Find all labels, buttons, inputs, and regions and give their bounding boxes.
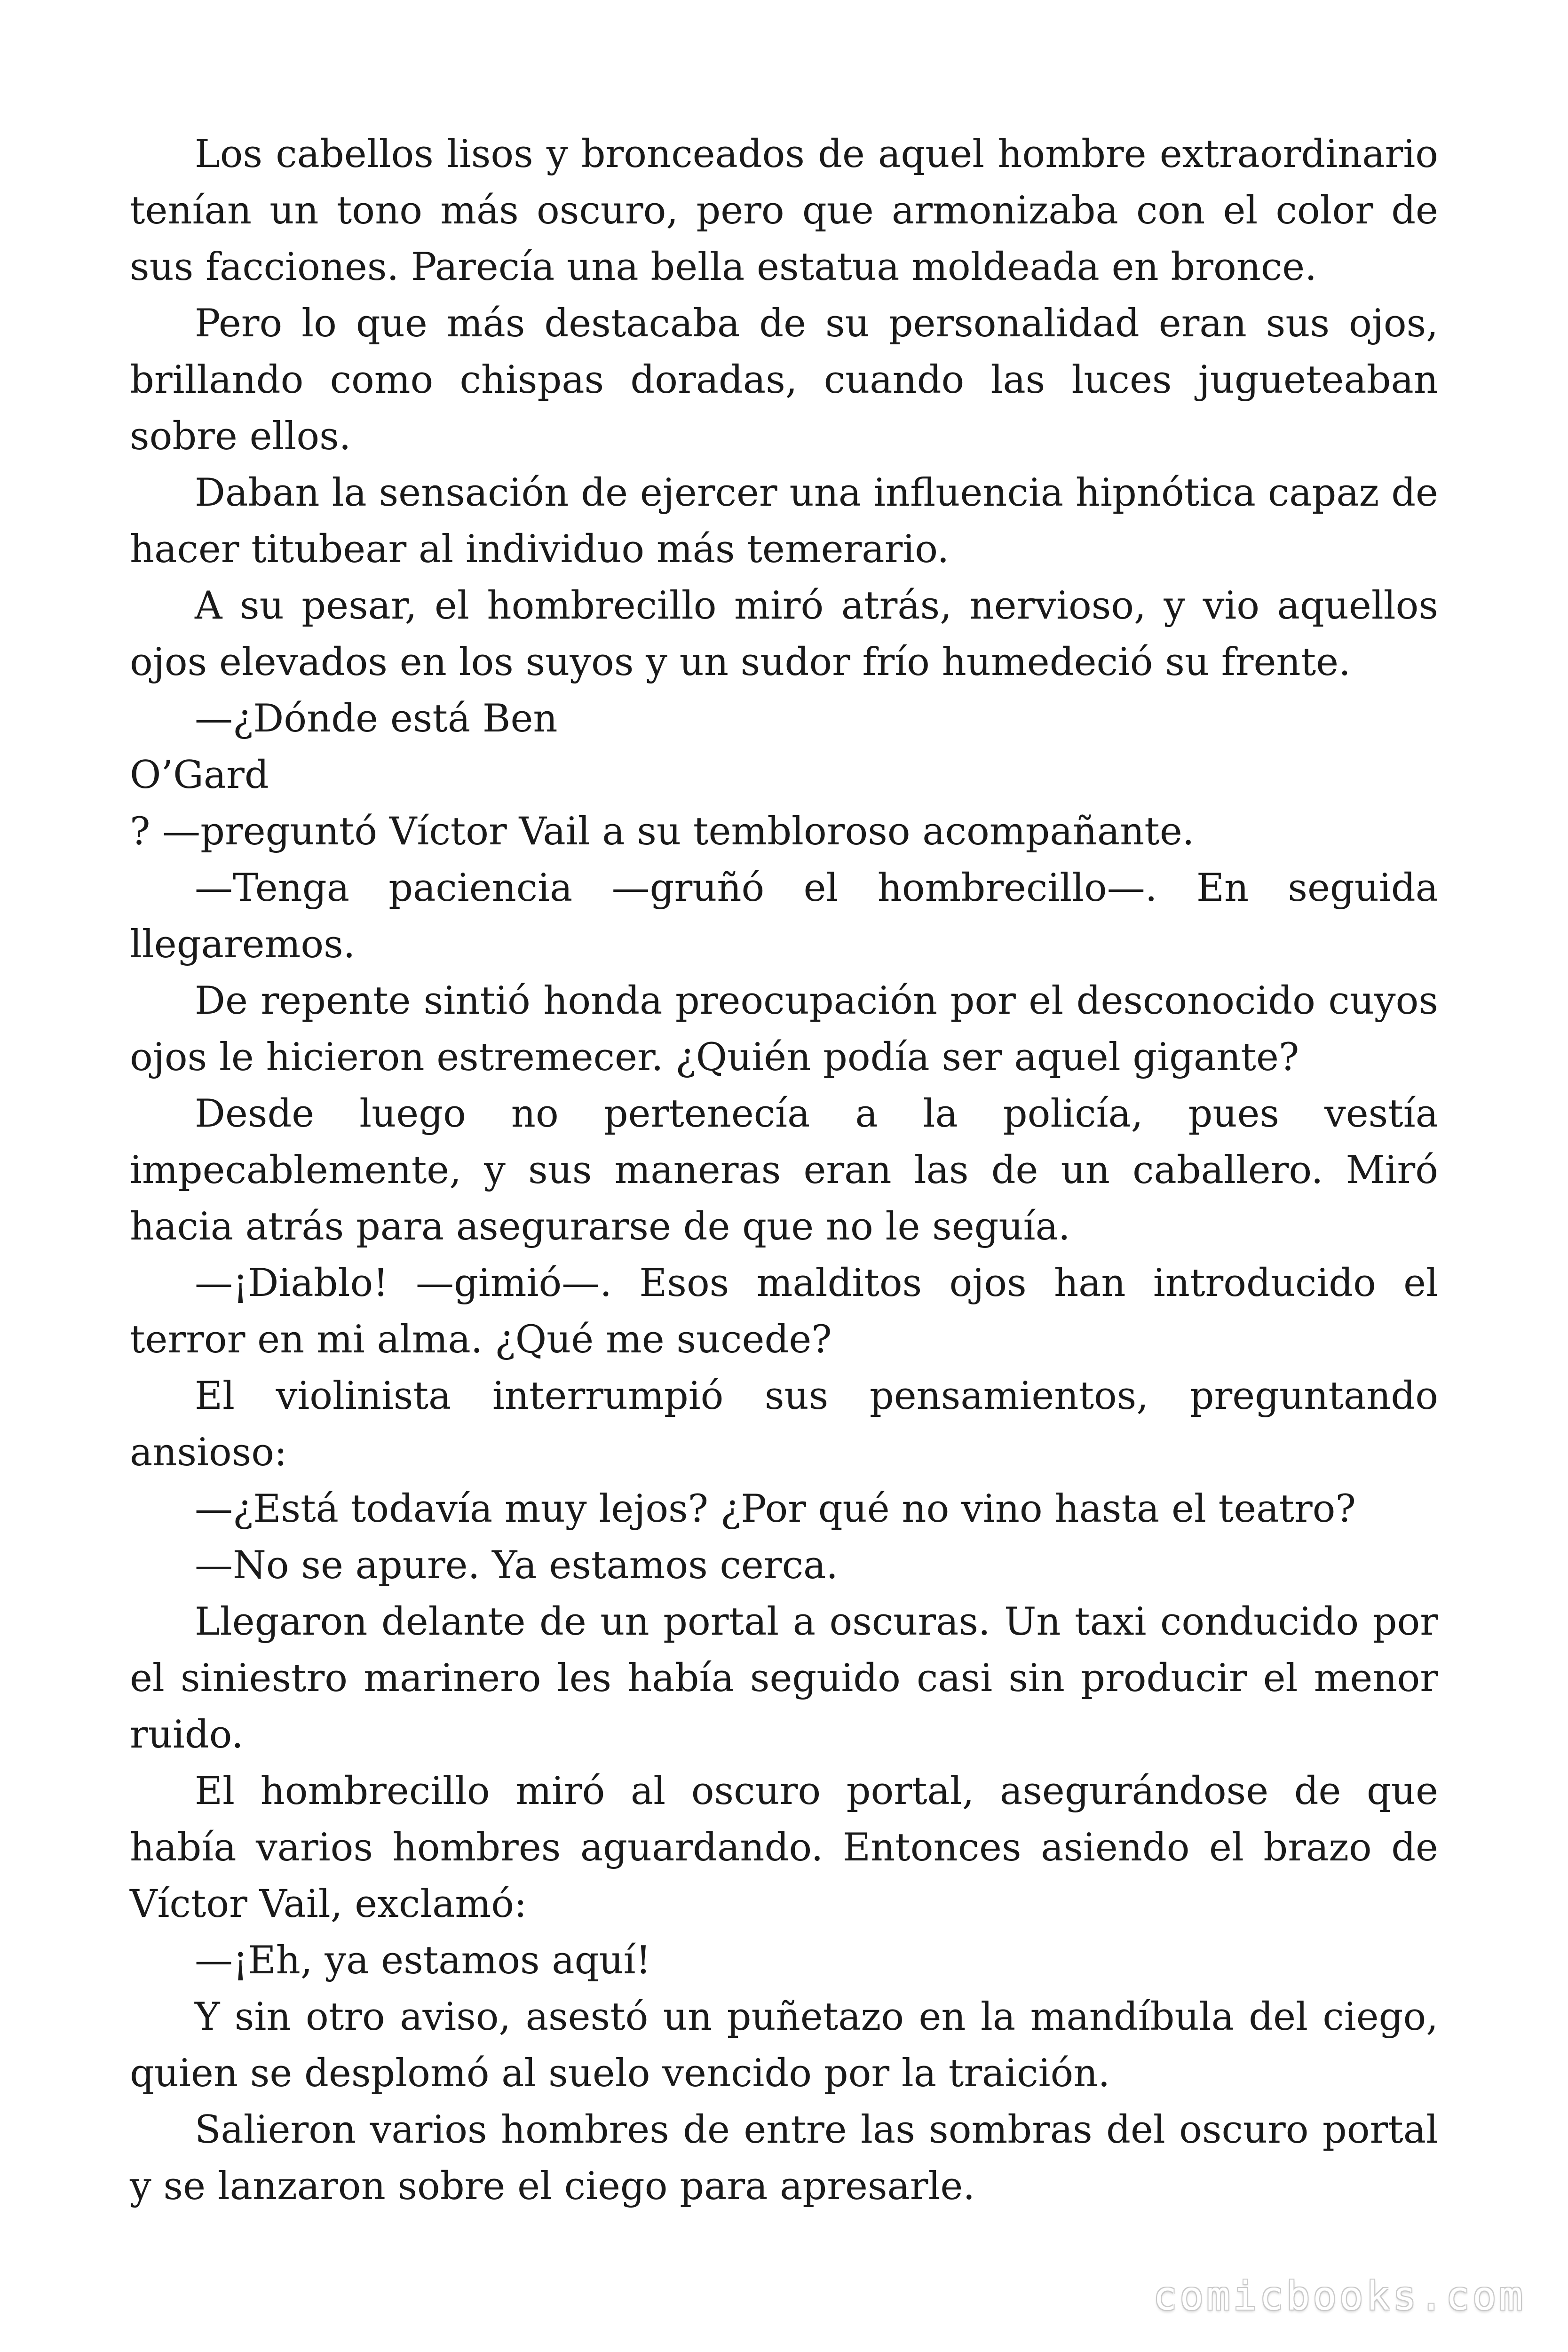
paragraph: —Tenga paciencia —gruñó el hombrecillo—. En seguida llegaremos. [130, 866, 1438, 967]
paragraph: —¡Eh, ya estamos aquí! [195, 1939, 651, 1983]
paragraph: Salieron varios hombres de entre las sombras del oscuro portal y se lanzaron sobre el ciego para apresarle. [130, 2108, 1438, 2209]
paragraph: —No se apure. Ya estamos cerca. [195, 1543, 838, 1588]
paragraph: Llegaron delante de un portal a oscuras. Un taxi conducido por el siniestro marinero les había seguido casi sin producir el menor ruido. [130, 1600, 1438, 1757]
paragraph: —¡Diablo! —gimió—. Esos malditos ojos han introducido el terror en mi alma. ¿Qué me sucede? [130, 1261, 1438, 1362]
paragraph: Los cabellos lisos y bronceados de aquel hombre extraordinario tenían un tono más oscuro, pero que armonizaba con el color de sus facciones. Parecía una bella estatua moldeada en bronce. [130, 132, 1438, 289]
paragraph: A su pesar, el hombrecillo miró atrás, nervioso, y vio aquellos ojos elevados en los suyos y un sudor frío humedeció su frente. [130, 584, 1438, 684]
paragraph: ? —preguntó Víctor Vail a su tembloroso acompañante. [130, 810, 1195, 854]
book-page-text [130, 126, 1438, 2215]
paragraph: —¿Dónde está Ben [195, 697, 558, 741]
paragraph: O’Gard [130, 753, 269, 797]
paragraph: El violinista interrumpió sus pensamientos, preguntando ansioso: [130, 1374, 1438, 1475]
paragraph: —¿Está todavía muy lejos? ¿Por qué no vino hasta el teatro? [195, 1487, 1356, 1531]
paragraph: Desde luego no pertenecía a la policía, pues vestía impecablemente, y sus maneras eran las de un caballero. Miró hacia atrás para asegurarse de que no le seguía. [130, 1092, 1438, 1249]
paragraph: Y sin otro aviso, asestó un puñetazo en la mandíbula del ciego, quien se desplomó al suelo vencido por la traición. [130, 1995, 1438, 2096]
paragraph: Daban la sensación de ejercer una influencia hipnótica capaz de hacer titubear al individuo más temerario. [130, 471, 1438, 572]
paragraph: Pero lo que más destacaba de su personalidad eran sus ojos, brillando como chispas doradas, cuando las luces jugueteaban sobre ellos. [130, 302, 1438, 459]
watermark: comicbooks.com [1153, 2273, 1526, 2319]
paragraph: De repente sintió honda preocupación por el desconocido cuyos ojos le hicieron estremecer. ¿Quién podía ser aquel gigante? [130, 979, 1438, 1080]
paragraph: El hombrecillo miró al oscuro portal, asegurándose de que había varios hombres aguardando. Entonces asiendo el brazo de Víctor Vail, exclamó: [130, 1769, 1438, 1926]
